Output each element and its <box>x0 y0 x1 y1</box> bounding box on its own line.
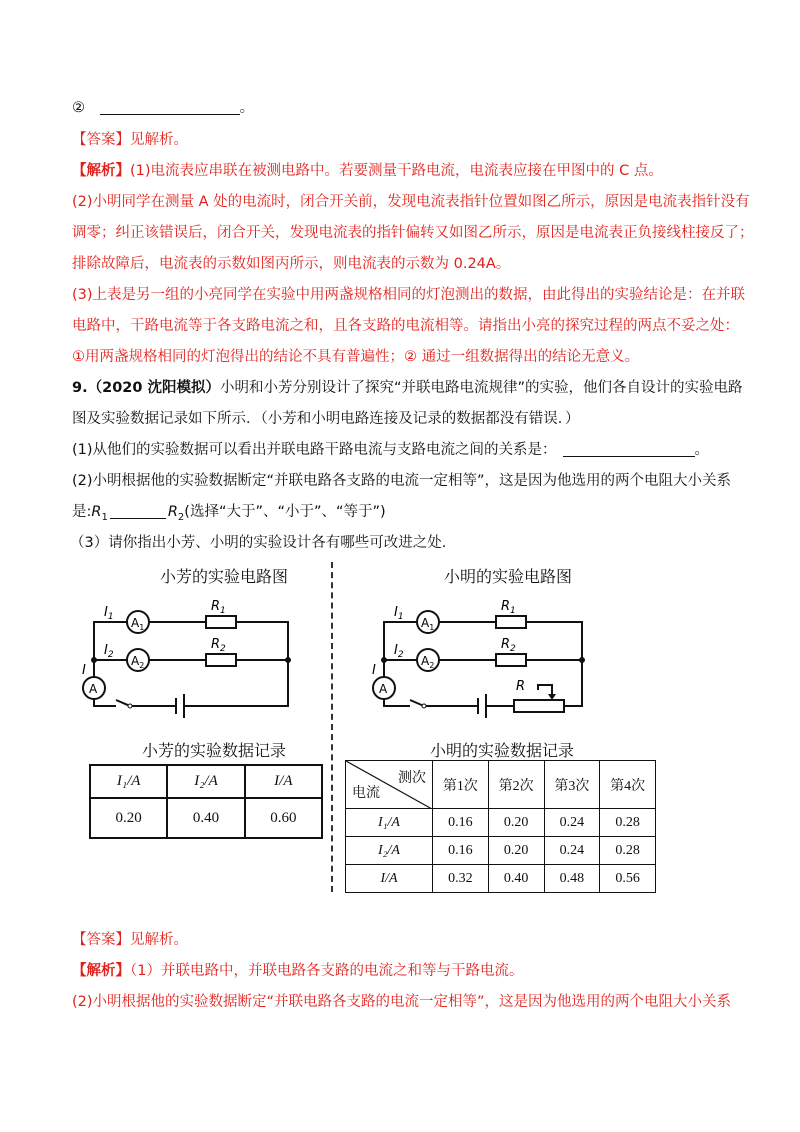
analysis-line-4: 排除故障后，电流表的示数如图丙所示，则电流表的示数为 0.24A。 <box>72 256 511 272</box>
table-row: I₂/A 0.16 0.20 0.24 0.28 <box>346 837 656 865</box>
table-header: I/A <box>245 765 322 798</box>
left-table-title: 小芳的实验数据记录 <box>142 741 287 760</box>
answer-line-1: 【答案】见解析。 <box>72 132 188 148</box>
svg-text:R1: $R_1$ <box>501 599 516 616</box>
right-table-title: 小明的实验数据记录 <box>430 741 575 760</box>
analysis-line-5: (3)上表是另一组的小亮同学在实验中用两盏规格相同的灯泡测出的数据，由此得出的实验结论是：在并联 <box>72 287 746 303</box>
svg-text:A2: $A_2$ <box>421 654 435 670</box>
table-header: I₁/A <box>90 765 167 798</box>
svg-text:R2: $R_2$ <box>501 637 516 654</box>
svg-text:A: A <box>379 682 388 696</box>
svg-text:I: I <box>82 663 86 678</box>
fill-blank[interactable] <box>100 100 240 115</box>
table-cell: 0.20 <box>90 798 167 838</box>
analysis-line-9: (2)小明根据他的实验数据断定“并联电路各支路的电流一定相等”，这是因为他选用的两个电阻大小关系 <box>72 994 732 1010</box>
analysis-line-7: ①用两盏规格相同的灯泡得出的结论不具有普遍性；② 通过一组数据得出的结论无意义。 <box>72 349 640 365</box>
question-9-part-2: (2)小明根据他的实验数据断定“并联电路各支路的电流一定相等”，这是因为他选用的两个电阻大小关系 <box>72 473 732 489</box>
table-row: I/A 0.32 0.40 0.48 0.56 <box>346 865 656 893</box>
fill-blank[interactable] <box>563 442 695 457</box>
svg-text:A2: $A_2$ <box>131 654 145 670</box>
table-cell: 0.40 <box>167 798 244 838</box>
question-9-part-3: （3）请你指出小芳、小明的实验设计各有哪些可改进之处. <box>70 535 447 551</box>
switch-terminal <box>128 704 132 708</box>
question-9-line-2: 图及实验数据记录如下所示．（小芳和小明电路连接及记录的数据都没有错误．） <box>72 411 580 427</box>
svg-text:A1: $A_1$ <box>421 616 435 632</box>
question-9-part-2-cont: 是$:R_1$ $R_2$(选择“大于”、“小于”、“等于”) <box>72 504 386 523</box>
right-data-table <box>345 760 656 893</box>
switch-terminal <box>422 704 426 708</box>
junction-dot <box>285 657 291 663</box>
svg-text:A: A <box>89 682 98 696</box>
table-cell: 0.60 <box>245 798 322 838</box>
table-header: 第3次 <box>544 761 600 809</box>
svg-text:R2: $R_2$ <box>211 637 226 654</box>
blank-line-2: ② 。 <box>72 100 255 116</box>
junction-dot <box>91 657 97 663</box>
junction-dot <box>579 657 585 663</box>
junction-dot <box>381 657 387 663</box>
svg-text:I1: $I_1$ <box>394 605 404 622</box>
table-header: 第1次 <box>433 761 489 809</box>
svg-text:I2: $I_2$ <box>394 643 404 660</box>
svg-text:R: R <box>516 679 526 694</box>
question-9-line-1: 9.（2020 沈阳模拟）小明和小芳分别设计了探究“并联电路电流规律”的实验，他们各自设计的实验电路 <box>72 380 743 396</box>
table-header: 第2次 <box>488 761 544 809</box>
left-circuit-diagram <box>76 590 306 730</box>
analysis-line-1: 【解析】(1)电流表应串联在被测电路中。若要测量干路电流，电流表应接在甲图中的 C 点。 <box>72 163 663 179</box>
analysis-line-2: (2)小明同学在测量 A 处的电流时，闭合开关前，发现电流表指针位置如图乙所示，原因是电流表指针没有 <box>72 194 750 210</box>
question-9-part-1: (1)从他们的实验数据可以看出并联电路干路电流与支路电流之间的关系是： 。 <box>72 442 710 458</box>
right-circuit-title: 小明的实验电路图 <box>444 567 573 586</box>
table-header: 第4次 <box>600 761 656 809</box>
figure-divider <box>331 562 333 892</box>
fill-blank[interactable] <box>110 504 166 519</box>
answer-line-2: 【答案】见解析。 <box>72 932 188 948</box>
corner-cell: 测次 电流 <box>346 761 433 809</box>
right-circuit-diagram <box>366 590 606 730</box>
svg-text:A1: $A_1$ <box>131 616 145 632</box>
analysis-line-6: 电路中，干路电流等于各支路电流之和，且各支路的电流相等。请指出小亮的探究过程的两点不妥之处： <box>72 318 739 334</box>
left-data-table <box>89 764 323 839</box>
analysis-line-8: 【解析】（1）并联电路中，并联电路各支路的电流之和等与干路电流。 <box>72 963 524 979</box>
left-circuit-title: 小芳的实验电路图 <box>160 567 289 586</box>
table-header: I₂/A <box>167 765 244 798</box>
analysis-line-3: 调零；纠正该错误后，闭合开关，发现电流表的指针偏转又如图乙所示，原因是电流表正负接线柱接反了； <box>72 225 754 241</box>
svg-text:I2: $I_2$ <box>104 643 114 660</box>
table-row: I₁/A 0.16 0.20 0.24 0.28 <box>346 809 656 837</box>
svg-text:R1: $R_1$ <box>211 599 226 616</box>
svg-text:I: I <box>372 663 376 678</box>
svg-text:I1: $I_1$ <box>104 605 114 622</box>
